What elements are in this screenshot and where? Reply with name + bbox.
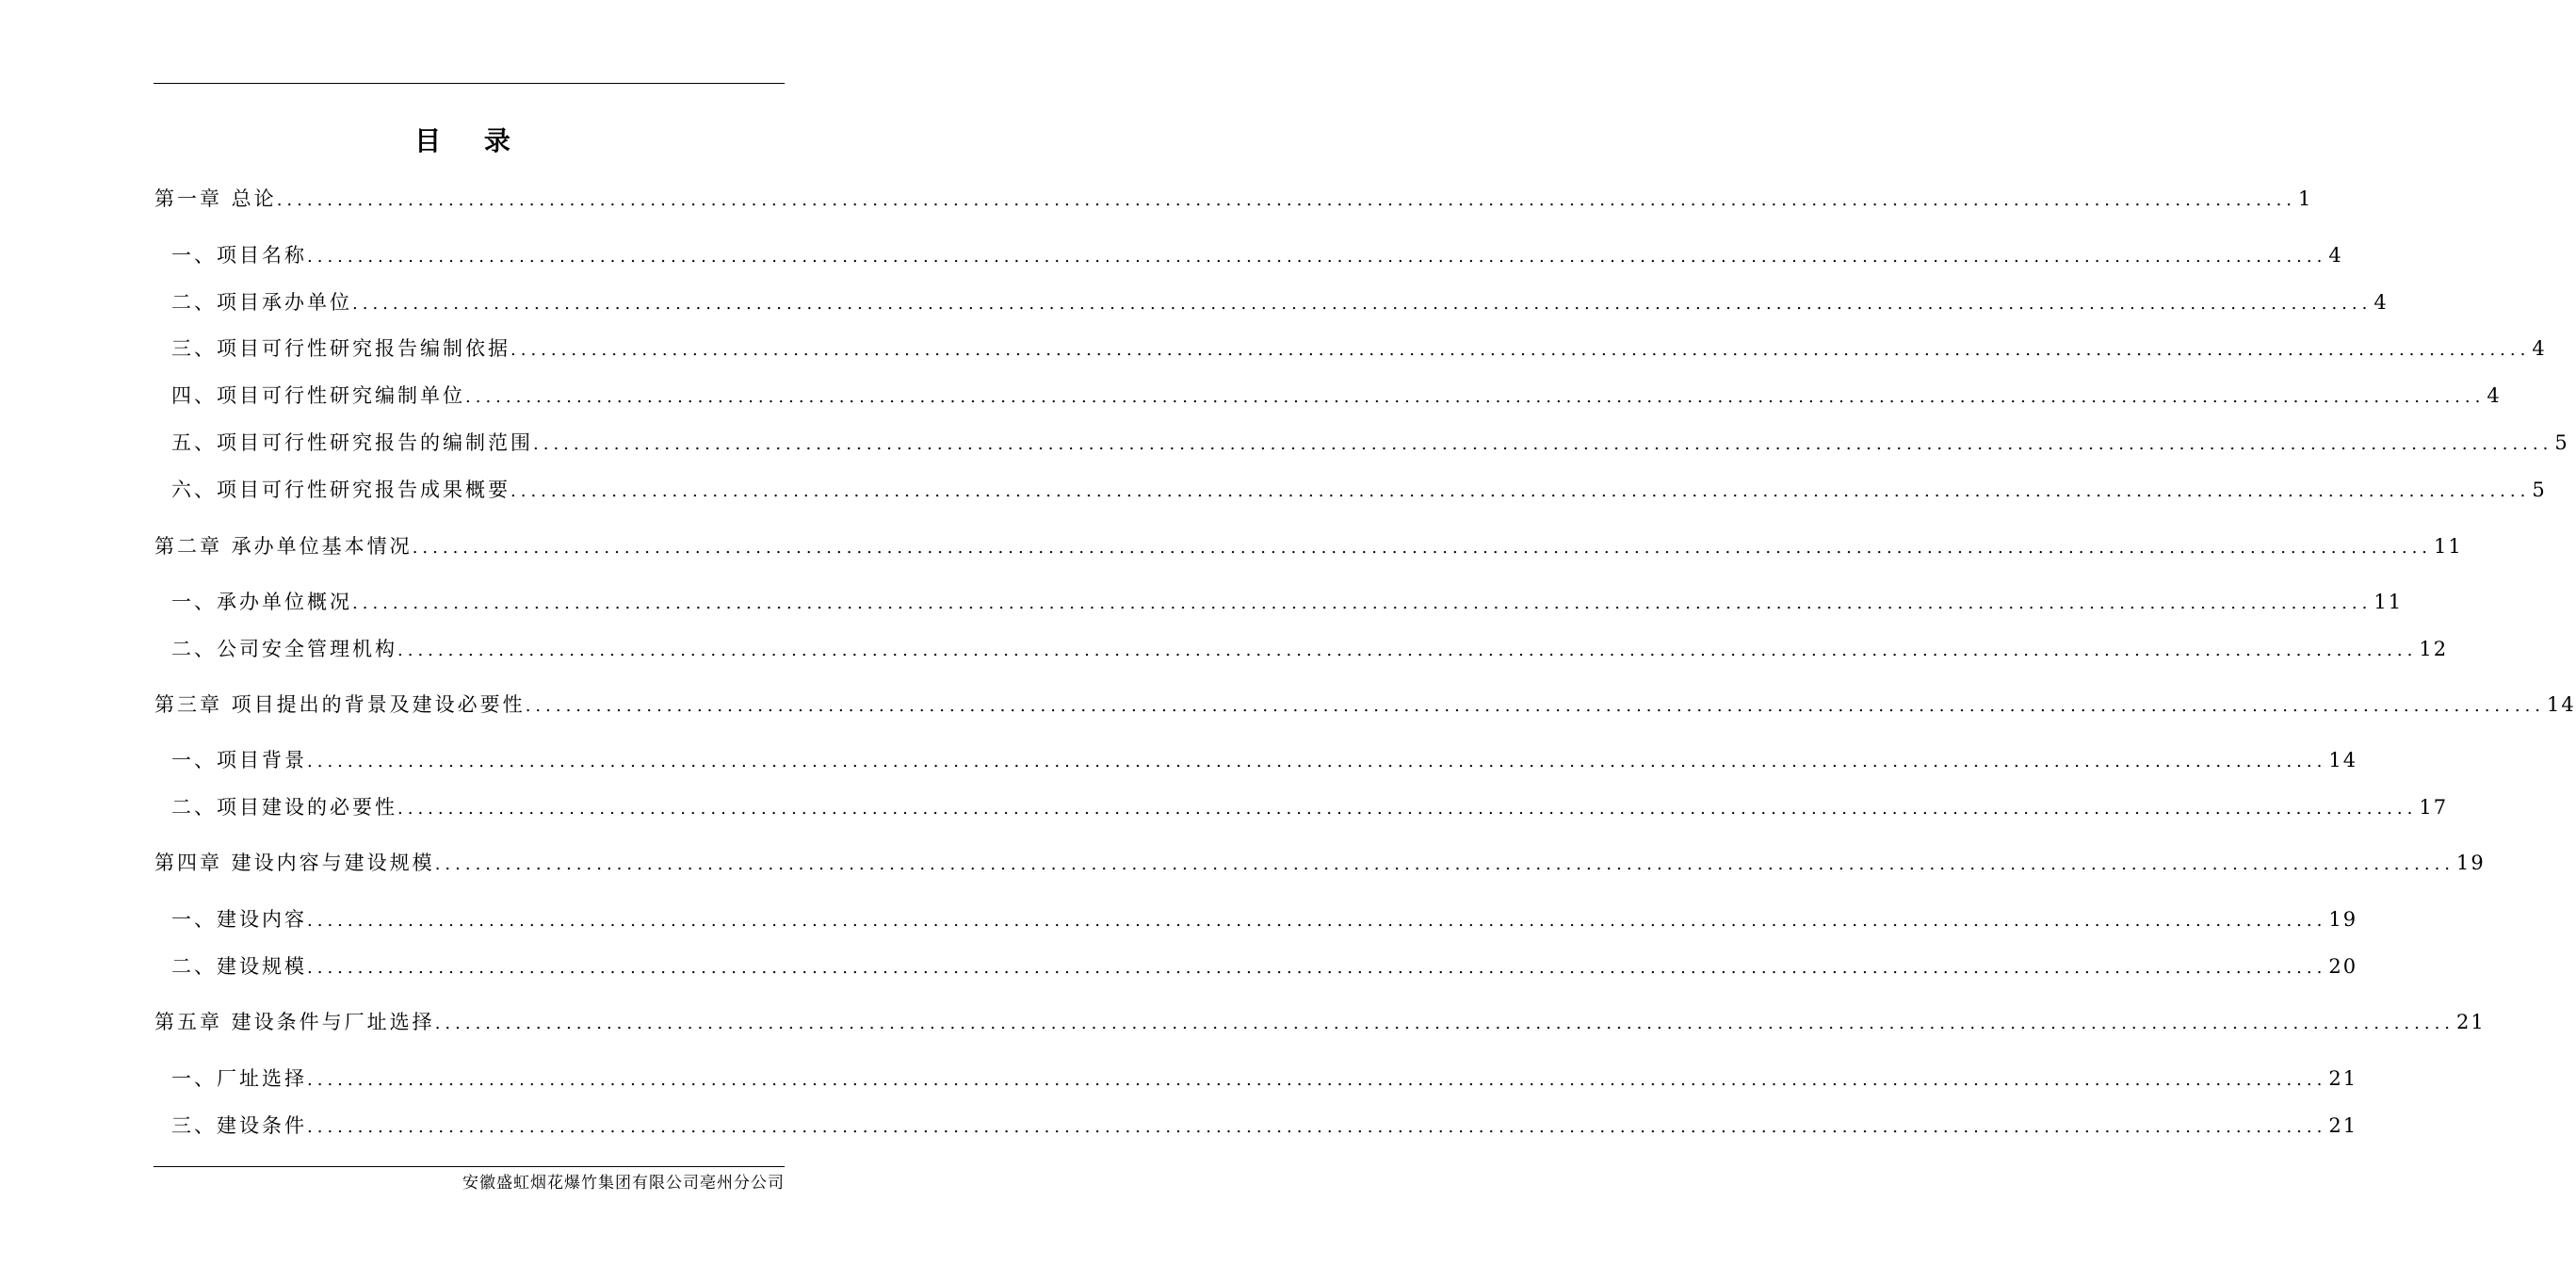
- toc-chapter-entry[interactable]: [154, 185, 2313, 213]
- toc-entry-text: 一、承办单位概况: [171, 591, 352, 613]
- footer-company: 安徽盛虹烟花爆竹集团有限公司亳州分公司: [462, 1174, 785, 1193]
- toc-entry-text: 第一章 总论: [154, 187, 277, 210]
- toc-page-number: 11: [2373, 591, 2404, 613]
- toc-dot-leader: ........................................................................................................................................................................................................: [307, 1070, 2327, 1090]
- toc-section-entry[interactable]: [171, 1112, 2358, 1140]
- toc-title: 目 录: [414, 125, 527, 156]
- toc-entry-text: 二、建设规模: [171, 955, 307, 978]
- toc-dot-leader: ........................................................................................................................................................................................................: [307, 911, 2327, 931]
- toc-entry-text: 第四章 建设内容与建设规模: [154, 852, 435, 874]
- toc-entry-text: 五、项目可行性研究报告的编制范围: [171, 431, 533, 454]
- toc-page-number: 14: [2547, 693, 2576, 716]
- toc-chapter-entry[interactable]: [154, 1008, 2486, 1036]
- toc-entry-text: 三、建设条件: [171, 1114, 307, 1137]
- toc-chapter-entry[interactable]: [154, 532, 2463, 560]
- toc-page-number: 21: [2328, 1067, 2358, 1090]
- toc-entry-text: 六、项目可行性研究报告成果概要: [171, 479, 510, 501]
- toc-page-number: 4: [2487, 384, 2502, 407]
- toc-dot-leader: ........................................................................................................................................................................................................: [412, 538, 2433, 558]
- toc-dot-leader: ........................................................................................................................................................................................................: [510, 340, 2531, 360]
- toc-dot-leader: ........................................................................................................................................................................................................: [307, 752, 2327, 771]
- table-of-contents: [154, 0, 2576, 1266]
- toc-page-number: 4: [2328, 244, 2343, 267]
- toc-entry-text: 一、厂址选择: [171, 1067, 307, 1090]
- toc-dot-leader: ........................................................................................................................................................................................................: [307, 958, 2327, 978]
- toc-section-entry[interactable]: [171, 476, 2547, 504]
- toc-entry-text: 三、项目可行性研究报告编制依据: [171, 337, 510, 360]
- toc-entry-text: 二、公司安全管理机构: [171, 638, 397, 660]
- toc-page-number: 5: [2554, 431, 2569, 454]
- toc-entry-text: 一、项目名称: [171, 244, 307, 267]
- toc-page-number: 1: [2298, 187, 2313, 210]
- toc-chapter-entry[interactable]: [154, 849, 2486, 877]
- toc-entry-text: 第二章 承办单位基本情况: [154, 535, 413, 558]
- toc-page-number: 4: [2373, 291, 2389, 314]
- toc-section-entry[interactable]: [171, 1064, 2358, 1093]
- toc-page-number: 20: [2328, 955, 2358, 978]
- toc-entry-text: 一、建设内容: [171, 908, 307, 931]
- toc-page-number: 12: [2419, 638, 2449, 660]
- toc-page-number: 17: [2419, 796, 2449, 819]
- toc-section-entry[interactable]: [171, 746, 2358, 774]
- toc-entry-text: 第三章 项目提出的背景及建设必要性: [154, 693, 526, 716]
- toc-section-entry[interactable]: [171, 905, 2358, 933]
- toc-page-number: 19: [2456, 852, 2486, 874]
- toc-dot-leader: ........................................................................................................................................................................................................: [434, 1014, 2455, 1033]
- toc-page-number: 11: [2434, 535, 2463, 558]
- toc-section-entry[interactable]: [171, 241, 2343, 269]
- toc-page-number: 19: [2328, 908, 2358, 931]
- toc-dot-leader: ........................................................................................................................................................................................................: [533, 434, 2553, 454]
- toc-dot-leader: ........................................................................................................................................................................................................: [397, 799, 2418, 819]
- toc-dot-leader: ........................................................................................................................................................................................................: [465, 387, 2486, 407]
- toc-page-number: 21: [2456, 1011, 2486, 1033]
- toc-section-entry[interactable]: [171, 588, 2404, 616]
- toc-page-number: 4: [2532, 337, 2547, 360]
- toc-chapter-entry[interactable]: [154, 690, 2576, 719]
- toc-page-number: 5: [2532, 479, 2547, 501]
- toc-page-number: 14: [2328, 749, 2358, 771]
- toc-section-entry[interactable]: [171, 288, 2389, 316]
- toc-dot-leader: ........................................................................................................................................................................................................: [510, 481, 2531, 501]
- toc-section-entry[interactable]: [171, 952, 2358, 981]
- toc-entry-text: 二、项目承办单位: [171, 291, 352, 314]
- toc-section-entry[interactable]: [171, 381, 2502, 410]
- toc-entry-text: 四、项目可行性研究编制单位: [171, 384, 465, 407]
- toc-entry-text: 第五章 建设条件与厂址选择: [154, 1011, 435, 1033]
- toc-dot-leader: ........................................................................................................................................................................................................: [525, 696, 2546, 716]
- toc-dot-leader: ........................................................................................................................................................................................................: [434, 854, 2455, 874]
- toc-section-entry[interactable]: [171, 635, 2449, 663]
- toc-dot-leader: ........................................................................................................................................................................................................: [307, 1117, 2327, 1137]
- toc-section-entry[interactable]: [171, 334, 2547, 363]
- toc-page-number: 21: [2328, 1114, 2358, 1137]
- toc-section-entry[interactable]: [171, 793, 2449, 821]
- toc-dot-leader: ........................................................................................................................................................................................................: [276, 190, 2297, 210]
- toc-dot-leader: ........................................................................................................................................................................................................: [352, 294, 2373, 314]
- toc-dot-leader: ........................................................................................................................................................................................................: [397, 641, 2418, 660]
- toc-dot-leader: ........................................................................................................................................................................................................: [307, 247, 2327, 267]
- toc-entry-text: 二、项目建设的必要性: [171, 796, 397, 819]
- toc-dot-leader: ........................................................................................................................................................................................................: [352, 593, 2373, 613]
- footer-rule: [154, 1166, 785, 1167]
- toc-section-entry[interactable]: [171, 429, 2569, 457]
- toc-entry-text: 一、项目背景: [171, 749, 307, 771]
